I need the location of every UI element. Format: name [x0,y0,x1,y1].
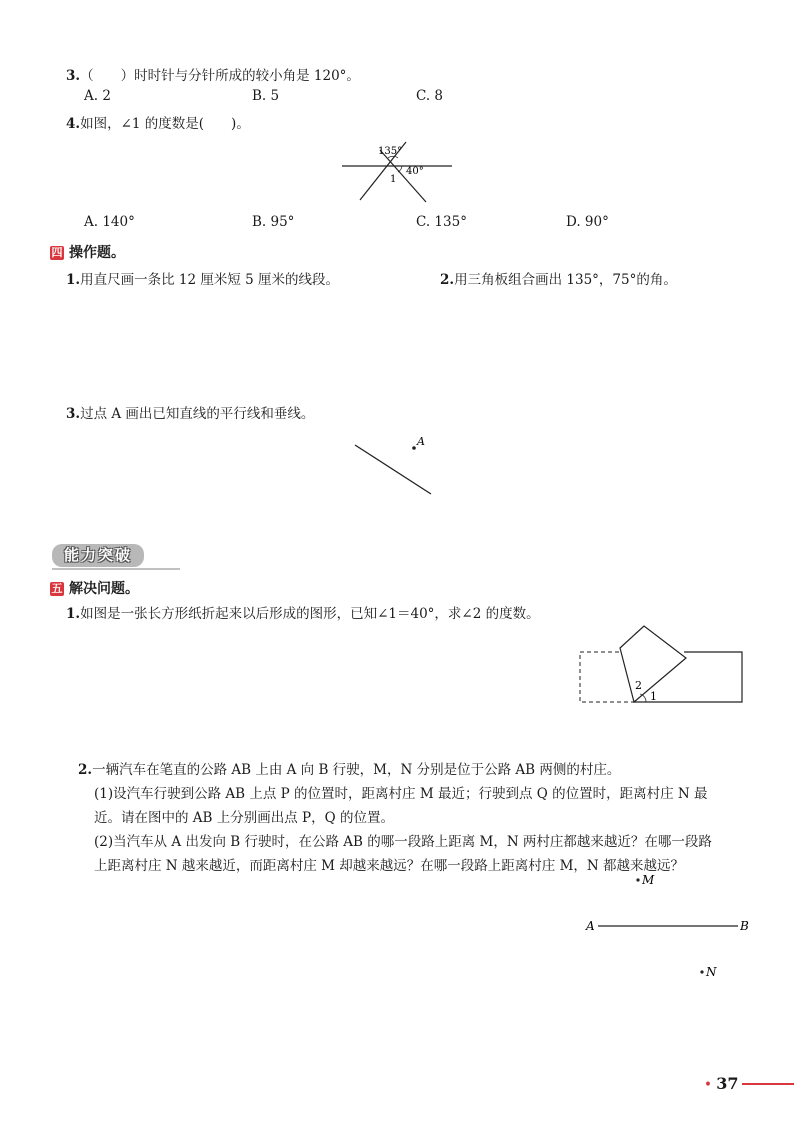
banner-title: 能力突破 [52,544,144,567]
page-dot: • [704,1077,712,1093]
banner [52,544,144,565]
option-a: A. 2 [84,88,111,104]
section-badge: 五 [51,582,63,595]
option-b: B. 95° [252,214,295,230]
label-1: 1 [650,690,657,703]
label-1: 1 [390,174,397,185]
folded-paper-figure [578,622,746,706]
question-number: 3. [66,68,81,84]
option-b: B. 5 [252,88,280,104]
section-badge: 四 [51,246,63,259]
question-number: 1. [66,272,81,288]
option-c: C. 8 [416,88,444,104]
banner-underline [52,568,180,570]
point-a [412,446,416,450]
question-text: 用三角板组合画出 135°，75°的角。 [454,272,677,288]
part-1-line-1: (1)设汽车行驶到公路 AB 上点 P 的位置时，距离村庄 M 最近；行驶到点 Q 的位置时，距离村庄 N 最 [94,786,708,802]
question-number: 1. [66,606,81,622]
question-text: 用直尺画一条比 12 厘米短 5 厘米的线段。 [80,272,340,288]
question-number: 4. [66,116,81,132]
road-a-label: A [586,919,595,933]
question-number: 2. [440,272,455,288]
question-3 [66,64,360,84]
part-2-line-2: 上距离村庄 N 越来越近，而距离村庄 M 却越来越远？在哪一段路上距离村庄 M，N 都越来越远？ [94,858,685,874]
label-40: 40° [406,166,424,177]
question-text: （ ）时时针与分针所成的较小角是 120°。 [80,68,360,84]
given-line [355,445,431,494]
label-2: 2 [635,679,642,692]
section-4-question-2 [440,268,677,288]
section-4-question-3 [66,402,314,422]
option-d: D. 90° [566,214,609,230]
question-number: 3. [66,406,81,422]
village-m-point [636,878,639,881]
question-text: 如图是一张长方形纸折起来以后形成的图形，已知∠1＝40°，求∠2 的度数。 [80,606,540,622]
road-b-label: B [740,919,749,933]
question-text: 如图，∠1 的度数是( )。 [80,116,250,132]
question-4 [66,112,250,132]
option-c: C. 135° [416,214,467,230]
road-villages-figure [580,868,760,988]
section-4-heading [50,242,125,262]
point-a-label: A [417,435,425,448]
label-135: 135° [378,146,403,157]
section-5-question-1 [66,602,540,622]
page-number-rule [742,1083,794,1085]
village-n-point [700,970,703,973]
section-title: 操作题。 [69,245,125,261]
question-number: 2. [78,762,93,778]
angle-figure [336,138,456,204]
line-point-figure [350,430,440,500]
page-number-value: 37 [716,1074,739,1093]
part-1-line-2: 近。请在图中的 AB 上分别画出点 P，Q 的位置。 [94,810,394,826]
section-title: 解决问题。 [69,581,139,597]
part-2-line-1: (2)当汽车从 A 出发向 B 行驶时，在公路 AB 的哪一段路上距离 M，N 两村庄都越来越近？在哪一段路 [94,834,712,850]
section-5-question-2 [78,758,620,778]
section-5-heading [50,578,139,598]
option-a: A. 140° [84,214,135,230]
page-number [704,1074,739,1093]
section-4-question-1 [66,268,339,288]
question-text: 过点 A 画出已知直线的平行线和垂线。 [80,406,315,422]
village-m-label: M [642,873,655,887]
village-n-label: N [706,965,717,979]
question-intro: 一辆汽车在笔直的公路 AB 上由 A 向 B 行驶，M，N 分别是位于公路 AB 两侧的村庄。 [92,762,621,778]
